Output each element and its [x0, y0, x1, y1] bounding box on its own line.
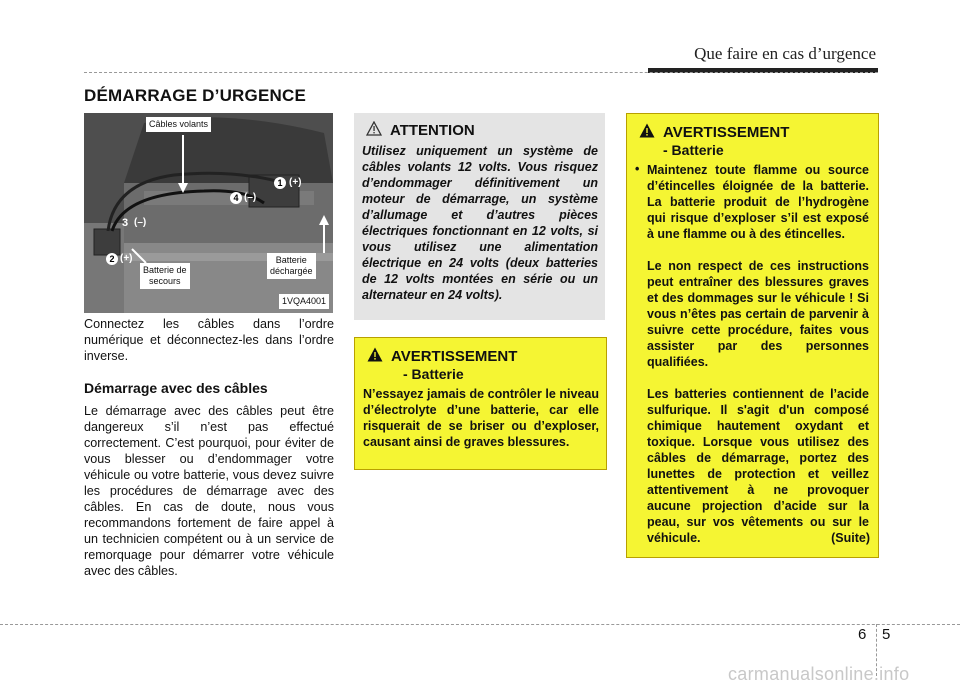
- header-title: Que faire en cas d’urgence: [694, 44, 876, 63]
- attention-text: Utilisez uniquement un système de câbles volants 12 volts. Vous risquez d’endommager définitivement un moteur de démarrage, un système d’allumage et d’autres pièces électriques fonctionnant en 12 volts, si vous utilisez une alimentation électrique en 24 volts (deux batteries de 12 volts montées en série ou un alternateur en 24 volts).: [362, 144, 598, 302]
- marker-2: 2: [106, 253, 118, 265]
- warning-box-electrolyte: [354, 337, 607, 470]
- warning1-subtitle: - Batterie: [403, 366, 464, 382]
- warning-box-flamme: [626, 113, 879, 558]
- figure-code: 1VQA4001: [279, 294, 329, 309]
- label-batterie-dechargee: Batterie déchargée: [267, 253, 316, 279]
- footer-rule: [0, 624, 960, 625]
- page-number: 5: [882, 626, 891, 643]
- warning-triangle-icon: [366, 121, 382, 136]
- subheading: Démarrage avec des câbles: [84, 380, 268, 396]
- warning2-para2: Le non respect de ces instructions peut entraîner des blessures graves et des dommages sur le véhicule ! Si vous n’êtes pas certain de parvenir à suivre cette procédure, faites vous assister par des personnes qualifiées.: [647, 259, 869, 369]
- warning2-para3: Les batteries contiennent de l’acide sulfurique. Il s'agit d'un composé chimique hautement oxydant et toxique. Lorsque vous utilisez des câbles de démarrage, portez des lunettes de protection et veillez attentivement à ne provoquer aucune projection d’acide sur la peau, sur vos vêtements ou sur le véhicule.: [647, 387, 869, 545]
- warning2-bullet: •: [635, 162, 640, 176]
- label-cables-volants: Câbles volants: [146, 117, 211, 132]
- warning2-suite: (Suite): [831, 531, 870, 545]
- warning2-subtitle: - Batterie: [663, 142, 724, 158]
- warning-triangle-icon: [639, 123, 655, 138]
- warning-triangle-icon: [367, 347, 383, 362]
- warning2-para1: Maintenez toute flamme ou source d’étincelles éloignée de la batterie. La batterie produit de l’hydrogène qui risque d’exploser s’il est exposé à une flamme ou à des étincelles.: [647, 163, 869, 241]
- jump-start-figure: [84, 113, 333, 313]
- attention-box: [354, 113, 605, 320]
- engine-illustration: [84, 113, 333, 313]
- attention-title: ATTENTION: [390, 122, 475, 139]
- header-rule: [84, 72, 878, 73]
- warning2-title: AVERTISSEMENT: [663, 124, 790, 141]
- chapter-number: 6: [858, 626, 867, 643]
- marker-2-sign: (+): [120, 253, 133, 264]
- body-paragraph: Le démarrage avec des câbles peut être dangereux s’il n’est pas effectué correctement. C’est pourquoi, pour éviter de vous blesser ou d’endommager votre véhicule ou votre batterie, vous devez suivre les procédures de démarrage avec des câbles. En cas de doute, nous vous recommandons fortement de faire appel à un technicien compétent ou à un service de remorquage pour démarrer votre véhicule avec des câbles.: [84, 404, 334, 578]
- label-batterie-secours: Batterie de secours: [140, 263, 190, 289]
- section-title: DÉMARRAGE D’URGENCE: [84, 86, 306, 105]
- warning1-text: N’essayez jamais de contrôler le niveau d’électrolyte d’une batterie, car elle risquerait de se briser ou d’exploser, causant ainsi de graves blessures.: [363, 387, 599, 449]
- marker-4: 4: [230, 192, 242, 204]
- marker-4-sign: (–): [244, 192, 257, 203]
- marker-1-sign: (+): [289, 177, 302, 188]
- intro-paragraph: Connectez les câbles dans l’ordre numérique et déconnectez-les dans l’ordre inverse.: [84, 317, 334, 363]
- marker-3-sign: (–): [134, 217, 147, 228]
- marker-1: 1: [274, 177, 286, 189]
- marker-3: 3: [122, 217, 129, 229]
- watermark: carmanualsonline.info: [728, 664, 910, 684]
- warning1-title: AVERTISSEMENT: [391, 348, 518, 365]
